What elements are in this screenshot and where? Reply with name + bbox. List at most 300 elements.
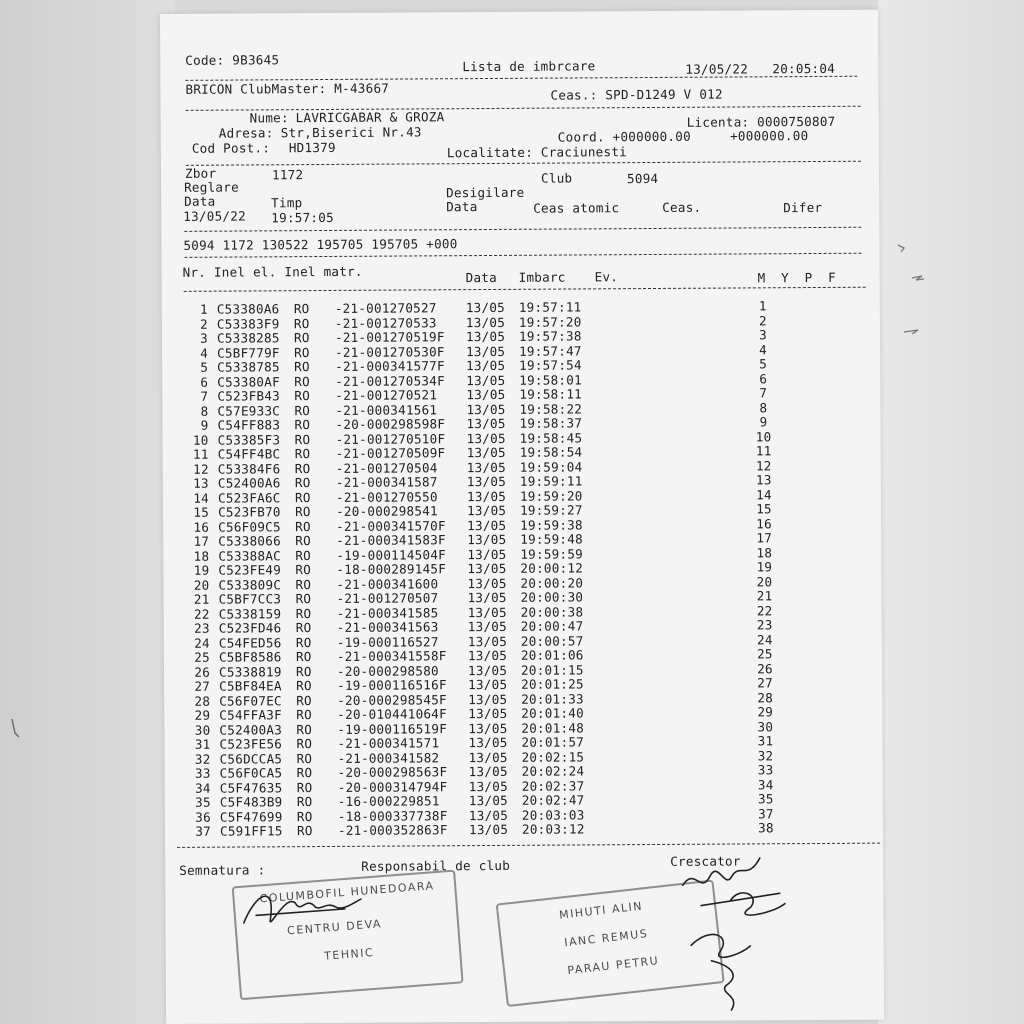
country-code: RO	[296, 779, 313, 795]
table-header-columns: Nr. Inel el. Inel matr.	[182, 263, 363, 280]
club-responsible-label: Responsabil de club	[361, 857, 511, 874]
basketing-date: 13/05	[467, 604, 507, 620]
basketing-time: 19:57:54	[519, 357, 582, 373]
basketing-time: 19:57:47	[519, 342, 582, 359]
basketing-date: 13/05	[468, 778, 508, 794]
basketing-time: 19:58:45	[519, 429, 583, 446]
basketing-time: 19:58:22	[519, 400, 583, 417]
electronic-ring: C53385F3	[217, 431, 281, 448]
ring-number: -21-001270509F	[335, 445, 446, 461]
position-m: 30	[757, 718, 774, 734]
basketing-date: 13/05	[468, 792, 509, 809]
electronic-ring: C5338819	[218, 663, 282, 680]
position-m: 31	[757, 733, 774, 749]
basketing-date: 13/05	[466, 401, 506, 417]
row-number: 17	[193, 533, 210, 549]
basketing-date: 13/05	[467, 560, 507, 577]
basketing-date: 13/05	[468, 705, 508, 722]
basketing-time: 20:01:06	[520, 647, 584, 663]
basketing-time: 20:00:30	[520, 589, 584, 605]
position-m: 8	[759, 399, 768, 415]
electronic-ring: C5BF8586	[218, 649, 282, 665]
basketing-time: 20:03:12	[521, 821, 585, 837]
country-code: RO	[294, 344, 310, 360]
signature-label: Semnatura :	[179, 862, 266, 878]
row-number: 22	[193, 606, 210, 622]
basketing-date: 13/05	[465, 314, 506, 330]
electronic-ring: C56F09C5	[218, 518, 281, 535]
basketing-date: 13/05	[466, 357, 506, 374]
position-m: 14	[756, 486, 772, 502]
electronic-ring: C52400A3	[219, 721, 283, 738]
electronic-ring: C53380AF	[217, 373, 280, 390]
basketing-date: 13/05	[465, 299, 506, 316]
owner-locality: Localitate: Craciunesti	[446, 144, 628, 161]
basketing-date: 13/05	[467, 531, 507, 548]
club-stamp-line: COLUMBOFIL HUNEDOARA	[259, 879, 435, 906]
basketing-date: 13/05	[466, 444, 506, 461]
row-number: 5	[200, 359, 209, 375]
ring-number: -21-000341587	[335, 474, 438, 490]
ring-number: -21-001270504	[335, 459, 438, 476]
owner-name: LAVRICGABAR & GROZA	[295, 109, 445, 126]
club-stamp-line: CENTRU DEVA	[286, 917, 383, 938]
basketing-date: 13/05	[467, 517, 507, 533]
row-number: 6	[200, 374, 209, 390]
background-speck	[890, 240, 930, 350]
position-m: 13	[755, 472, 772, 488]
basketing-time: 19:58:54	[519, 444, 583, 460]
electronic-ring: C54FF4BC	[217, 446, 281, 462]
basketing-time: 19:59:20	[519, 487, 583, 504]
basketing-time: 20:00:38	[520, 603, 584, 620]
position-m: 12	[755, 457, 772, 473]
electronic-ring: C53383F9	[216, 315, 280, 332]
basketing-date: 13/05	[467, 546, 507, 562]
owner-coordinates: Coord. +000000.00 +000000.00	[557, 128, 809, 145]
ring-number: -21-000341558F	[336, 648, 447, 664]
country-code: RO	[293, 301, 310, 317]
basketing-date: 13/05	[466, 488, 507, 504]
ring-number: -21-000341570F	[336, 517, 446, 534]
ring-number: -21-001270527	[334, 300, 437, 316]
country-code: RO	[294, 475, 311, 491]
setting-label: Reglare	[184, 179, 239, 195]
pigeon-table	[182, 298, 774, 839]
owner-address: Str,Biserici Nr.43	[280, 124, 422, 141]
row-number: 28	[194, 693, 211, 709]
table-header-mypf: M Y P F	[757, 269, 836, 286]
electronic-ring: C5338785	[217, 359, 280, 375]
basketing-time: 19:57:11	[518, 299, 582, 315]
basketing-time: 20:02:24	[521, 763, 585, 779]
position-m: 38	[758, 820, 774, 836]
atomic-clock-label: Ceas atomic	[533, 200, 620, 216]
ring-number: -21-000341561	[335, 401, 438, 418]
position-m: 5	[759, 356, 768, 372]
electronic-ring: C523FE49	[218, 562, 282, 578]
country-code: RO	[296, 678, 312, 694]
basketing-date: 13/05	[467, 618, 507, 635]
background-left	[0, 0, 175, 1024]
electronic-ring: C523FE56	[219, 736, 283, 752]
basketing-time: 20:01:25	[521, 676, 584, 692]
position-m: 18	[756, 544, 773, 560]
row-number: 9	[200, 417, 209, 433]
basketing-time: 20:00:47	[520, 618, 584, 634]
setting-time: 19:57:05	[271, 209, 334, 226]
breeders-stamp-line: PARAU PETRU	[566, 954, 660, 978]
row-number: 7	[200, 388, 209, 404]
ring-number: -21-001270521	[335, 387, 438, 403]
electronic-ring: C56F07EC	[219, 692, 282, 709]
position-m: 17	[756, 530, 773, 546]
country-code: RO	[295, 591, 312, 607]
basketing-date: 13/05	[468, 807, 509, 823]
country-code: RO	[293, 330, 310, 346]
basketing-time: 20:01:40	[521, 705, 584, 721]
country-code: RO	[295, 547, 312, 563]
basketing-date: 13/05	[466, 473, 507, 490]
country-code: RO	[294, 388, 311, 404]
basketing-time: 19:57:20	[518, 313, 582, 330]
basketing-time: 20:01:33	[521, 690, 584, 707]
basketing-time: 20:01:57	[521, 734, 585, 750]
ring-number: -21-000341577F	[335, 358, 445, 374]
document-code: Code: 9B3645	[185, 52, 280, 68]
row-number: 13	[193, 475, 209, 491]
ring-number: -21-000341563	[336, 619, 439, 635]
position-m: 7	[759, 385, 768, 401]
country-code: RO	[296, 794, 313, 810]
country-code: RO	[294, 489, 311, 505]
row-number: 8	[200, 403, 209, 419]
basketing-date: 13/05	[466, 459, 506, 475]
electronic-ring: C523FD46	[218, 620, 282, 636]
row-number: 33	[194, 765, 211, 781]
basketing-date: 13/05	[465, 328, 506, 345]
country-code: RO	[294, 460, 311, 476]
position-m: 24	[756, 631, 773, 647]
position-m: 9	[759, 414, 768, 430]
country-code: RO	[295, 518, 311, 534]
electronic-ring: C5F47635	[219, 779, 283, 796]
ring-number: -20-000298545F	[337, 691, 447, 708]
country-code: RO	[294, 417, 311, 433]
ring-number: -20-000298541	[335, 503, 438, 519]
electronic-ring: C5338285	[216, 330, 280, 346]
country-code: RO	[294, 504, 311, 520]
electronic-ring: C56DCCA5	[219, 750, 283, 767]
row-number: 1	[199, 301, 208, 317]
basketing-time: 19:57:38	[518, 328, 582, 344]
country-code: RO	[295, 605, 312, 621]
basketing-time: 19:59:27	[519, 502, 583, 518]
basketing-time: 20:00:20	[520, 574, 584, 591]
country-code: RO	[296, 736, 313, 752]
electronic-ring: C523FB70	[217, 504, 281, 520]
electronic-ring: C5338159	[218, 605, 282, 622]
electronic-ring: C591FF15	[219, 823, 283, 839]
divider	[186, 161, 861, 166]
position-m: 16	[756, 515, 772, 531]
row-number: 3	[200, 330, 209, 346]
basketing-time: 20:03:03	[521, 806, 585, 823]
country-code: RO	[296, 721, 313, 737]
basketing-time: 19:58:37	[519, 415, 583, 431]
position-m: 10	[755, 428, 772, 444]
basketing-date: 13/05	[466, 502, 507, 519]
basketing-time: 20:02:15	[521, 748, 585, 765]
ring-number: -20-000298563F	[337, 764, 448, 780]
print-time: 20:05:04	[772, 60, 836, 77]
row-number: 19	[193, 562, 210, 578]
position-m: 1	[758, 298, 767, 314]
ring-number: -21-001270530F	[335, 343, 445, 360]
divider	[184, 253, 861, 258]
basketing-date: 13/05	[466, 415, 506, 432]
ring-number: -21-001270533	[334, 314, 437, 331]
ring-number: -19-000114504F	[336, 546, 447, 563]
position-m: 37	[758, 805, 774, 821]
country-code: RO	[295, 649, 312, 665]
basketing-time: 19:59:38	[520, 516, 583, 533]
table-header-date: Data	[465, 269, 498, 286]
basketing-date: 13/05	[467, 575, 507, 591]
position-m: 22	[756, 602, 773, 618]
unsealing-label: Desigilare	[446, 184, 525, 201]
position-m: 28	[757, 689, 774, 705]
divider	[184, 227, 861, 232]
row-number: 29	[194, 707, 211, 723]
ring-number: -16-000229851	[337, 793, 440, 809]
electronic-ring: C5BF7CC3	[218, 591, 282, 607]
position-m: 19	[756, 559, 773, 575]
ring-number: -19-000116516F	[337, 677, 447, 693]
basketing-date: 13/05	[467, 633, 508, 649]
electronic-ring: C53384F6	[217, 460, 281, 477]
background-speck	[5, 715, 25, 745]
electronic-ring: C5F483B9	[219, 794, 283, 810]
basketing-time: 20:00:12	[520, 560, 584, 576]
row-number: 15	[193, 504, 210, 520]
flight-label: Zbor	[184, 165, 217, 181]
club-signature	[235, 873, 365, 944]
position-m: 26	[757, 660, 773, 676]
row-number: 16	[193, 519, 210, 535]
country-code: RO	[295, 634, 312, 650]
electronic-ring: C523FB43	[217, 388, 281, 404]
table-header-event: Ev.	[594, 269, 619, 285]
row-number: 34	[195, 780, 211, 796]
electronic-ring: C533809C	[218, 576, 282, 593]
owner-postal-label: Cod Post.:	[191, 140, 271, 156]
basketing-list-document	[160, 10, 884, 1024]
basketing-date: 13/05	[466, 430, 506, 446]
row-number: 20	[193, 577, 210, 593]
position-m: 27	[757, 675, 773, 691]
flight-number: 1172	[271, 167, 304, 183]
basketing-date: 13/05	[468, 734, 508, 751]
basketing-time: 20:01:15	[520, 661, 584, 678]
basketing-time: 19:59:11	[519, 473, 583, 489]
basketing-time: 19:59:48	[520, 531, 583, 547]
electronic-ring: C54FFA3F	[219, 707, 283, 723]
country-code: RO	[295, 663, 312, 679]
ring-number: -21-000341571	[337, 735, 440, 751]
row-number: 30	[194, 722, 211, 738]
clock-id: Ceas.: SPD-D1249 V 012	[550, 86, 723, 103]
country-code: RO	[296, 808, 313, 824]
row-number: 18	[193, 548, 210, 564]
row-number: 35	[195, 794, 211, 810]
row-number: 36	[195, 809, 211, 825]
electronic-ring: C523FA6C	[217, 489, 281, 506]
breeder-signatures	[670, 845, 791, 1016]
date-label: Data	[184, 193, 216, 209]
position-m: 21	[756, 588, 773, 604]
row-number: 11	[192, 446, 209, 462]
position-m: 4	[759, 341, 768, 357]
position-m: 29	[757, 704, 774, 720]
basketing-date: 13/05	[466, 372, 506, 388]
ring-number: -21-001270534F	[335, 372, 445, 389]
breeders-stamp-line: MIHUTI ALIN	[558, 899, 644, 922]
divider	[185, 76, 857, 81]
ring-number: -20-000314794F	[337, 778, 448, 795]
ring-number: -20-000298580	[336, 662, 439, 679]
owner-licence: Licenta: 0000750807	[686, 113, 836, 130]
position-m: 35	[757, 791, 774, 807]
country-code: RO	[295, 533, 311, 549]
breeders-stamp-line: IANC REMUS	[563, 927, 649, 950]
row-number: 12	[193, 461, 209, 477]
country-code: RO	[296, 707, 313, 723]
country-code: RO	[296, 823, 313, 839]
basketing-date: 13/05	[466, 343, 506, 359]
row-number: 31	[194, 736, 211, 752]
country-code: RO	[296, 765, 313, 781]
club-stamp-line: TEHNIC	[323, 945, 375, 963]
ring-number: -21-001270550	[335, 488, 438, 505]
electronic-ring: C53388AC	[218, 547, 282, 564]
position-m: 6	[759, 370, 768, 386]
divider	[184, 287, 866, 292]
electronic-ring: C5BF779F	[217, 344, 280, 361]
country-code: RO	[294, 446, 311, 462]
basketing-date: 13/05	[468, 676, 508, 693]
ring-number: -21-000341582	[337, 749, 440, 766]
club-software: BRICON ClubMaster: M-43667	[185, 80, 390, 97]
electronic-ring: C5BF84EA	[219, 678, 282, 694]
club-label: Club	[540, 170, 573, 186]
table-header-basketing: Imbarc	[518, 269, 566, 285]
country-code: RO	[296, 692, 312, 708]
row-number: 26	[194, 664, 211, 680]
electronic-ring: C56F0CA5	[219, 765, 283, 781]
ring-number: -20-000298598F	[335, 416, 446, 432]
club-number: 5094	[626, 170, 659, 187]
basketing-date: 13/05	[466, 386, 506, 403]
time-label: Timp	[271, 195, 303, 211]
basketing-date: 13/05	[468, 720, 508, 736]
country-code: RO	[294, 359, 310, 375]
basketing-time: 19:59:59	[520, 545, 584, 562]
country-code: RO	[295, 562, 312, 578]
position-m: 11	[755, 443, 772, 459]
print-date: 13/05/22	[685, 61, 749, 77]
basketing-date: 13/05	[468, 749, 508, 765]
ring-number: -21-000341583F	[336, 532, 446, 548]
basketing-date: 13/05	[468, 763, 508, 780]
row-number: 14	[193, 490, 210, 506]
country-code: RO	[294, 402, 311, 418]
country-code: RO	[295, 576, 312, 592]
country-code: RO	[296, 750, 313, 766]
ring-number: -21-000341600	[336, 575, 439, 592]
basketing-date: 13/05	[467, 662, 508, 678]
electronic-ring: C54FF883	[217, 417, 281, 433]
owner-name-label: Nume:	[249, 110, 289, 126]
ring-number: -20-010441064F	[337, 706, 447, 722]
row-number: 32	[194, 751, 211, 767]
position-m: 33	[757, 762, 774, 778]
position-m: 34	[757, 776, 774, 792]
position-m: 25	[757, 646, 773, 662]
owner-postal: HD1379	[288, 139, 336, 156]
ring-number: -21-001270507	[336, 590, 439, 606]
position-m: 2	[758, 312, 767, 328]
row-number: 23	[194, 620, 210, 636]
position-m: 32	[757, 747, 774, 763]
breeder-label: Crescator	[670, 853, 741, 869]
country-code: RO	[294, 431, 311, 447]
basketing-time: 20:02:47	[521, 792, 585, 808]
ring-number: -18-000289145F	[336, 561, 447, 577]
background-right	[878, 0, 1024, 1024]
unsealing-date-label: Data	[446, 199, 478, 215]
ring-number: -19-000116527	[336, 633, 439, 650]
ring-number: -21-001270519F	[334, 329, 445, 345]
position-m: 20	[756, 573, 773, 589]
ring-number: -21-000352863F	[337, 822, 448, 838]
setting-date: 13/05/22	[183, 208, 246, 224]
row-number: 27	[194, 678, 211, 694]
row-number: 10	[192, 432, 209, 448]
ring-number: -18-000337738F	[337, 807, 448, 824]
basketing-time: 19:58:01	[519, 371, 582, 388]
electronic-ring: C52400A6	[217, 475, 281, 491]
row-number: 24	[194, 635, 210, 651]
basketing-time: 20:02:37	[521, 777, 585, 794]
country-code: RO	[293, 315, 310, 331]
country-code: RO	[294, 373, 310, 389]
electronic-ring: C5338066	[218, 533, 281, 549]
owner-address-label: Adresa:	[218, 125, 274, 141]
basketing-time: 19:58:11	[519, 386, 583, 402]
electronic-ring: C5F47699	[219, 808, 283, 825]
basketing-date: 13/05	[467, 589, 507, 606]
document-title: Lista de imbrcare	[462, 58, 596, 75]
electronic-ring: C57E933C	[217, 402, 281, 419]
basketing-date: 13/05	[468, 821, 509, 838]
row-number: 21	[193, 591, 210, 607]
position-m: 15	[756, 501, 772, 517]
position-m: 3	[759, 327, 767, 343]
row-number: 4	[200, 345, 209, 361]
position-m: 23	[756, 617, 773, 633]
row-number: 2	[200, 316, 208, 332]
